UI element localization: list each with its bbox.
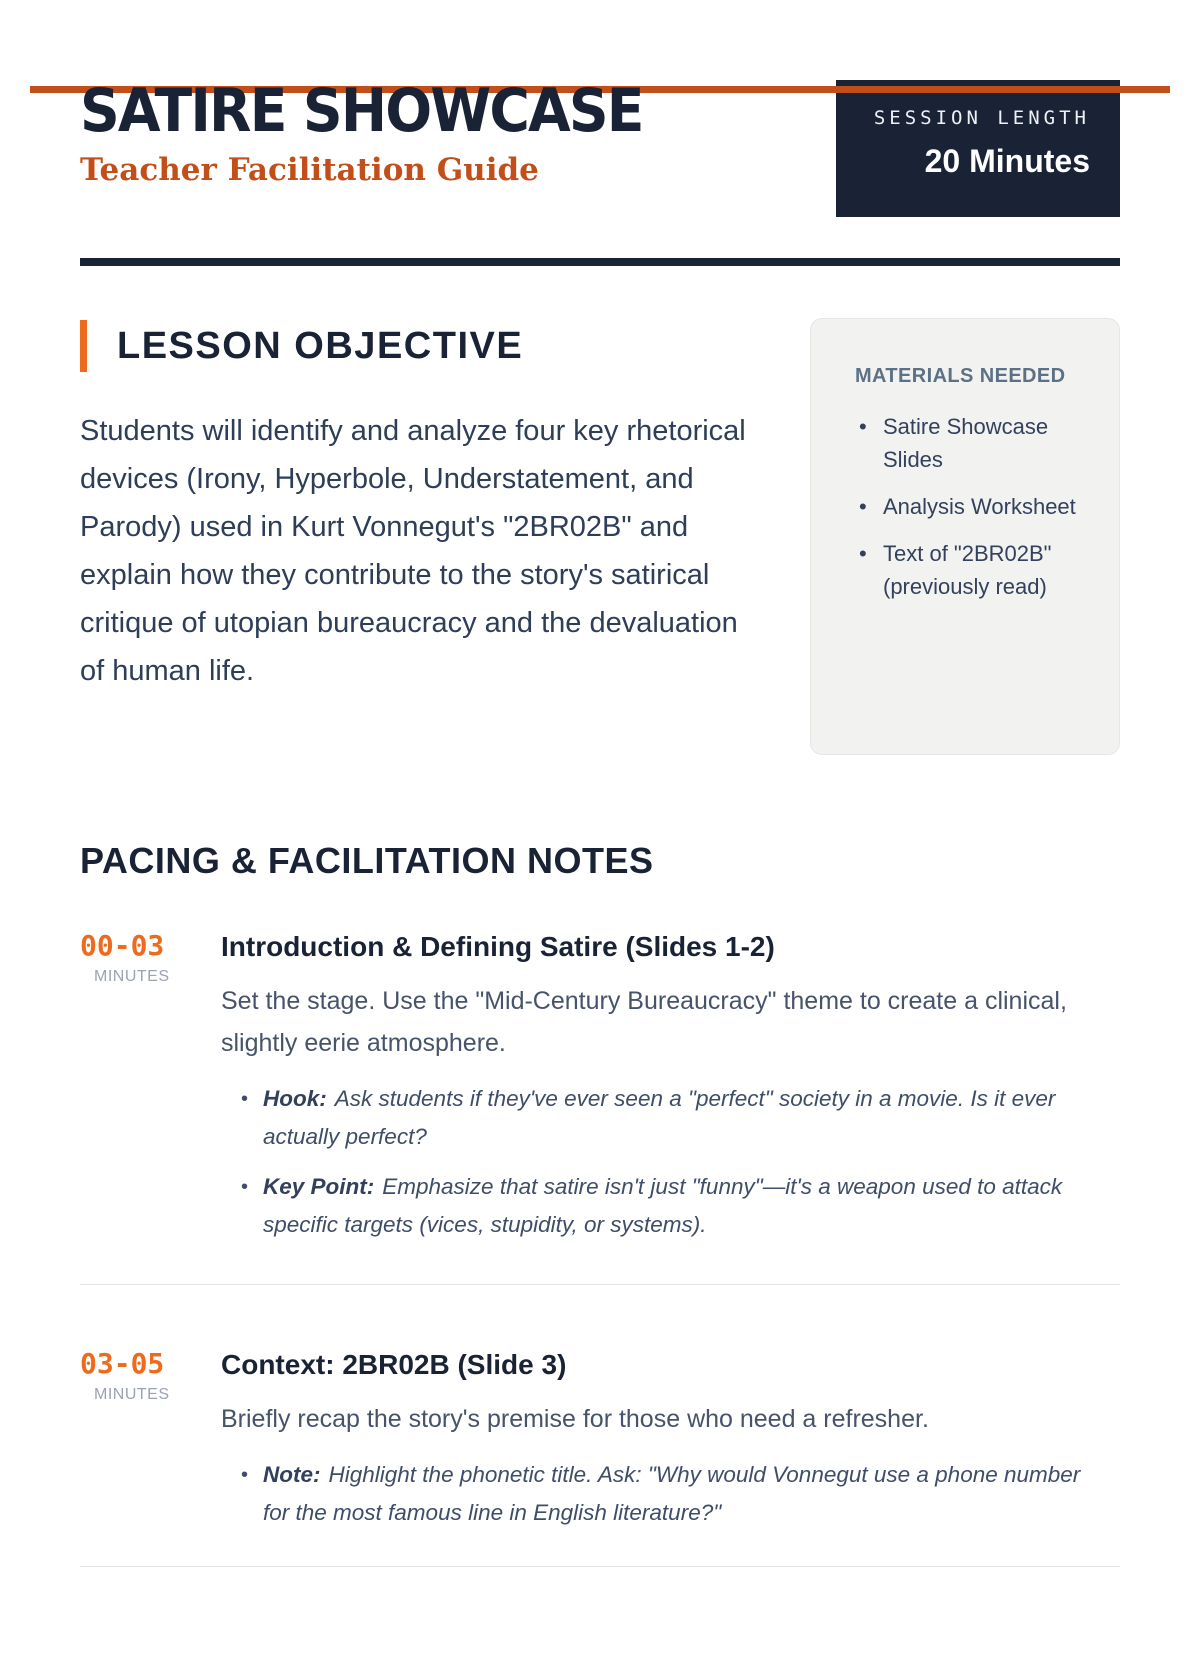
objective-heading-row: [80, 320, 768, 372]
entry-content: [221, 930, 1120, 1244]
entry-bullet-list: [221, 1456, 1120, 1532]
bullet-label: Note:: [263, 1462, 321, 1487]
entry-bullet-item: [241, 1080, 1090, 1156]
session-length-label: SESSION LENGTH: [873, 107, 1090, 129]
pacing-entry: [80, 1285, 1120, 1567]
entry-time-range: 03-05: [80, 1347, 165, 1380]
entry-description: Set the stage. Use the "Mid-Century Bureaucracy" theme to create a clinical, slightly eerie atmosphere.: [221, 987, 1067, 1057]
objective-heading: LESSON OBJECTIVE: [117, 325, 524, 367]
document-subtitle: Teacher Facilitation Guide: [80, 152, 539, 188]
entry-bullet-item: [241, 1456, 1090, 1532]
title-block: [80, 76, 692, 188]
objective-column: [80, 318, 768, 695]
materials-list-item: • Analysis Worksheet: [855, 490, 1091, 523]
materials-list: [855, 410, 1091, 603]
entry-time-range: 00-03: [80, 929, 165, 962]
objective-text: Students will identify and analyze four key rhetorical devices (Irony, Hyperbole, Understatement, and Parody) used in Kurt Vonnegut's "2BR02B" and explain how they contribute to the story's satirical critique of utopian bureaucracy and the devaluation of human life.: [80, 415, 746, 687]
objective-section: [80, 318, 1120, 755]
entry-content: [221, 1348, 1120, 1532]
entry-description: Briefly recap the story's premise for those who need a refresher.: [221, 1405, 929, 1433]
bullet-text: Emphasize that satire isn't just "funny"—it's a weapon used to attack specific targets (vices, stupidity, or systems).: [263, 1174, 1063, 1237]
entry-time-unit: MINUTES: [94, 1386, 170, 1403]
materials-needed-box: [810, 318, 1120, 755]
document-page: [0, 76, 1200, 1567]
objective-accent-bar: [80, 320, 87, 372]
document-header: [80, 76, 1120, 217]
bullet-text: Ask students if they've ever seen a "perfect" society in a movie. Is it ever actually perfect?: [263, 1086, 1056, 1149]
session-length-box: [836, 80, 1120, 217]
bullet-text: Highlight the phonetic title. Ask: "Why would Vonnegut use a phone number for the most famous line in English literature?": [263, 1462, 1081, 1525]
document-title: SATIRE SHOWCASE: [80, 76, 643, 146]
entry-title: Introduction & Defining Satire (Slides 1-2): [221, 931, 775, 962]
entry-time-block: [80, 1348, 221, 1532]
pacing-entries: [80, 882, 1120, 1567]
bullet-label: Key Point:: [263, 1174, 375, 1199]
bullet-label: Hook:: [263, 1086, 327, 1111]
pacing-section: [80, 840, 1120, 1567]
entry-time-unit: MINUTES: [94, 968, 170, 985]
pacing-entry: [80, 882, 1120, 1285]
entry-bullet-list: [221, 1080, 1120, 1244]
pacing-heading: PACING & FACILITATION NOTES: [80, 840, 654, 881]
entry-title: Context: 2BR02B (Slide 3): [221, 1349, 567, 1380]
entry-bullet-item: [241, 1168, 1090, 1244]
materials-list-item: • Satire Showcase Slides: [855, 410, 1091, 476]
materials-heading: MATERIALS NEEDED: [855, 365, 1066, 387]
header-divider-rule: [80, 258, 1120, 266]
session-length-value: 20 Minutes: [924, 143, 1090, 179]
entry-time-block: [80, 930, 221, 1244]
materials-list-item: • Text of "2BR02B" (previously read): [855, 537, 1091, 603]
